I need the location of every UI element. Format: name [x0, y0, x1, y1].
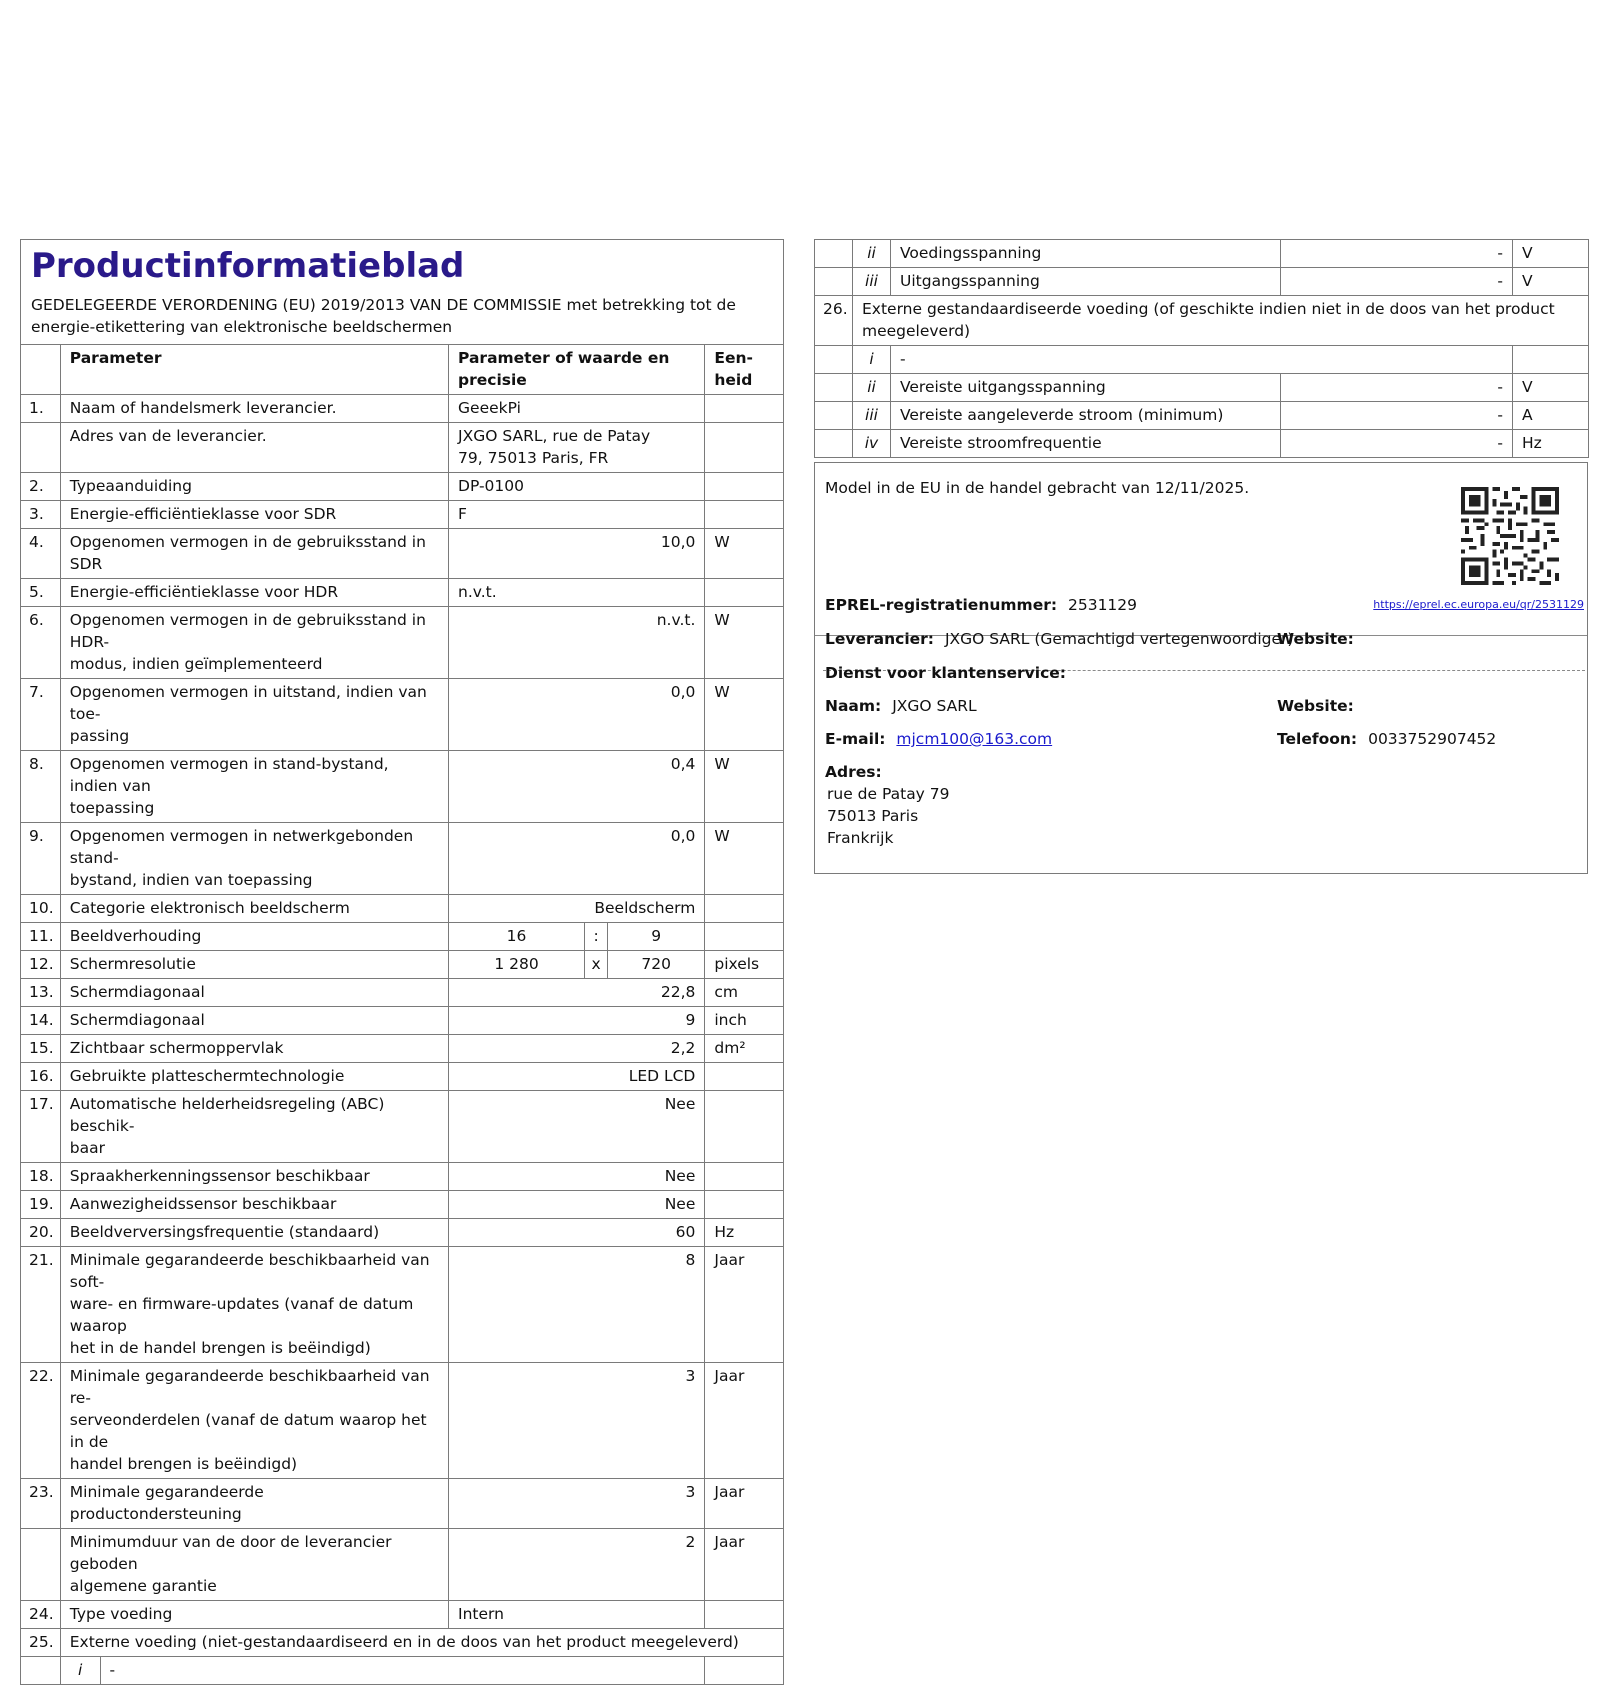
table-row: 1. Naam of handelsmerk leverancier. GeeekPi — [21, 395, 784, 423]
eprel-label: EPREL-registratienummer: — [825, 596, 1058, 614]
eprel-link[interactable]: https://eprel.ec.europa.eu/qr/2531129 — [1373, 598, 1584, 611]
address-label: Adres: — [825, 763, 882, 781]
power-supply-table — [814, 239, 1589, 458]
table-row: 24. Type voeding Intern — [21, 1601, 784, 1629]
table-row: 10. Categorie elektronisch beeldscherm Beeldscherm — [21, 895, 784, 923]
table-row: i - — [815, 346, 1589, 374]
supplier-info-box — [814, 462, 1588, 874]
table-row: 6. Opgenomen vermogen in de gebruiksstand in HDR- modus, indien geïmplementeerd n.v.t. W — [21, 607, 784, 679]
table-row: 14. Schermdiagonaal 9 inch — [21, 1007, 784, 1035]
table-row: 7. Opgenomen vermogen in uitstand, indien van toe- passing 0,0 W — [21, 679, 784, 751]
table-row: 20. Beeldverversingsfrequentie (standaard) 60 Hz — [21, 1219, 784, 1247]
table-row: iii Vereiste aangeleverde stroom (minimum) - A — [815, 402, 1589, 430]
phone-row: Telefoon: 0033752907452 — [1277, 730, 1497, 748]
table-row: 16. Gebruikte platteschermtechnologie LED LCD — [21, 1063, 784, 1091]
table-row: i - — [21, 1657, 784, 1685]
table-row: ii Voedingsspanning - V — [815, 240, 1589, 268]
table-row: Adres van de leverancier. JXGO SARL, rue de Patay 79, 75013 Paris, FR — [21, 423, 784, 473]
table-row: 23. Minimale gegarandeerde productondersteuning 3 Jaar — [21, 1479, 784, 1529]
qr-code-icon[interactable] — [1461, 487, 1559, 585]
header-row — [21, 240, 784, 345]
table-row: 8. Opgenomen vermogen in stand-bystand, indien van toepassing 0,4 W — [21, 751, 784, 823]
subtitle: GEDELEGEERDE VERORDENING (EU) 2019/2013 VAN DE COMMISSIE met betrekking tot de energie-etikettering van elektronische beeldschermen — [31, 296, 736, 336]
table-row: 15. Zichtbaar schermoppervlak 2,2 dm² — [21, 1035, 784, 1063]
product-info-table — [20, 239, 784, 1685]
email-row: E-mail: mjcm100@163.com — [825, 730, 1053, 748]
table-row: 21. Minimale gegarandeerde beschikbaarheid van soft- ware- en firmware-updates (vanaf de datum waarop het in de handel brengen is beëindigd) 8 Jaar — [21, 1247, 784, 1363]
table-row: iv Vereiste stroomfrequentie - Hz — [815, 430, 1589, 458]
table-row: 26. Externe gestandaardiseerde voeding (of geschikte indien niet in de doos van het product meegeleverd) — [815, 296, 1589, 346]
eprel-number: 2531129 — [1067, 596, 1138, 614]
column-header-parameter: Parameter — [60, 345, 448, 395]
table-row: 22. Minimale gegarandeerde beschikbaarheid van re- serveonderdelen (vanaf de datum waarop het in de handel brengen is beëindigd) 3 Jaar — [21, 1363, 784, 1479]
table-row: 25. Externe voeding (niet-gestandaardiseerd en in de doos van het product meegeleverd) — [21, 1629, 784, 1657]
table-row: Minimumduur van de door de leverancier geboden algemene garantie 2 Jaar — [21, 1529, 784, 1601]
column-header-unit: Een- heid — [705, 345, 784, 395]
column-headers — [21, 345, 784, 395]
email-link[interactable]: mjcm100@163.com — [896, 730, 1053, 748]
column-header-value: Parameter of waarde en precisie — [449, 345, 705, 395]
table-row: 13. Schermdiagonaal 22,8 cm — [21, 979, 784, 1007]
eprel-row — [825, 594, 1137, 616]
model-text: Model in de EU in de handel gebracht van 12/11/2025. — [825, 479, 1250, 497]
table-row: 4. Opgenomen vermogen in de gebruiksstand in SDR 10,0 W — [21, 529, 784, 579]
supplier-website-label: Website: — [1277, 630, 1354, 648]
table-row: 17. Automatische helderheidsregeling (ABC) beschik- baar Nee — [21, 1091, 784, 1163]
service-name-row: Naam: JXGO SARL — [825, 697, 977, 715]
page-title: Productinformatieblad — [31, 246, 465, 286]
title-cell — [21, 240, 784, 345]
table-row: 9. Opgenomen vermogen in netwerkgebonden stand- bystand, indien van toepassing 0,0 W — [21, 823, 784, 895]
table-row: 19. Aanwezigheidssensor beschikbaar Nee — [21, 1191, 784, 1219]
table-row: 18. Spraakherkenningssensor beschikbaar Nee — [21, 1163, 784, 1191]
supplier-name: JXGO SARL (Gemachtigd vertegenwoordiger) — [944, 630, 1294, 648]
table-row: iii Uitgangsspanning - V — [815, 268, 1589, 296]
table-row: 3. Energie-efficiëntieklasse voor SDR F — [21, 501, 784, 529]
supplier-row: Leverancier: JXGO SARL (Gemachtigd vertegenwoordiger) — [825, 630, 1294, 648]
customer-service-heading: Dienst voor klantenservice: — [825, 664, 1066, 682]
table-row: ii Vereiste uitgangsspanning - V — [815, 374, 1589, 402]
address: rue de Patay 79 75013 Paris Frankrijk — [827, 785, 950, 847]
table-row: 12. Schermresolutie 1 280 x 720 pixels — [21, 951, 784, 979]
table-row: 11. Beeldverhouding 16 : 9 — [21, 923, 784, 951]
service-website-label: Website: — [1277, 697, 1354, 715]
table-row: 5. Energie-efficiëntieklasse voor HDR n.v.t. — [21, 579, 784, 607]
table-row: 2. Typeaanduiding DP-0100 — [21, 473, 784, 501]
